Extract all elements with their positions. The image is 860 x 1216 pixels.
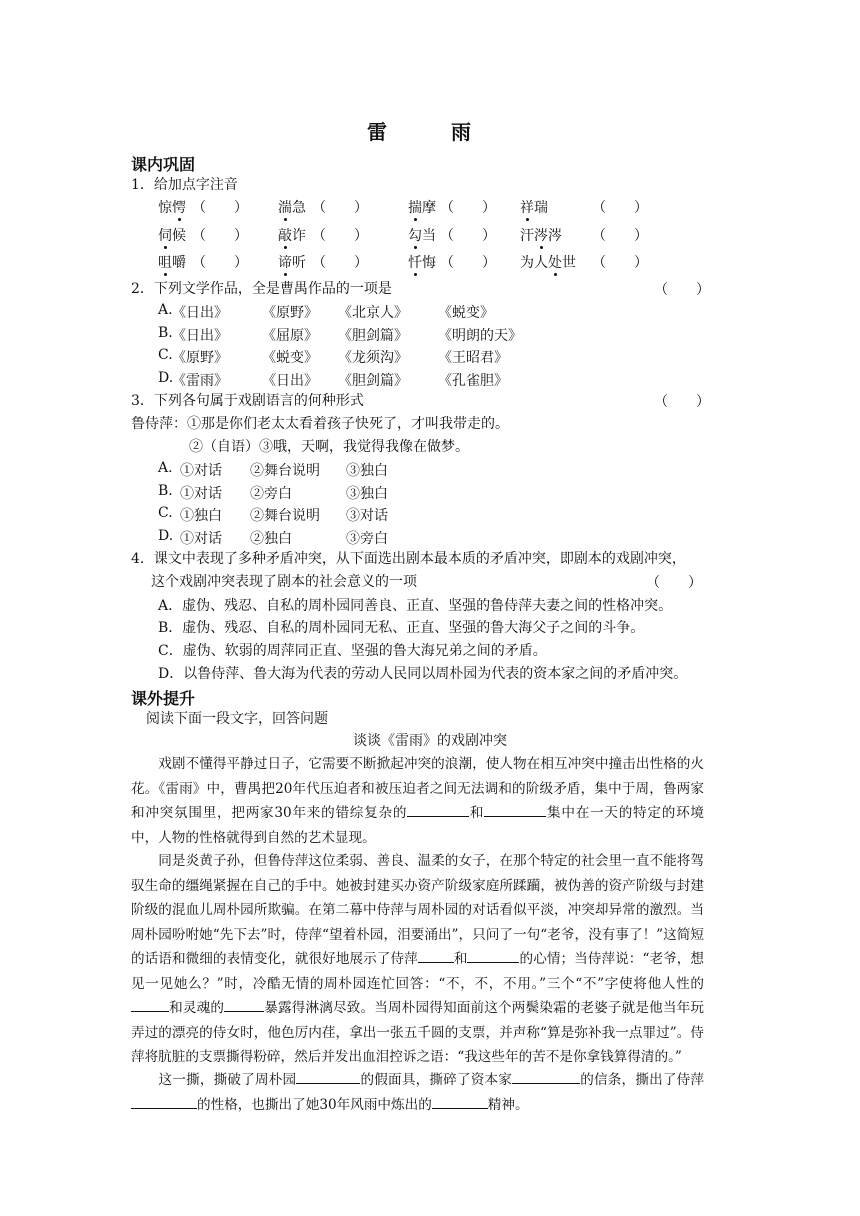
- dotted-char: 伺: [158, 228, 172, 244]
- section-heading-outer: 课外提升: [131, 689, 196, 708]
- pinyin-item: [408, 252, 436, 272]
- question-3-quote-line1: 鲁侍萍：①那是你们老太太看着孩子快死了，才叫我带走的。: [131, 416, 509, 432]
- option-letter: B.: [158, 325, 173, 341]
- dotted-char: 谛: [278, 255, 292, 271]
- option-letter: A.: [158, 460, 173, 476]
- article-title: 谈谈《雷雨》的戏剧冲突: [353, 733, 507, 749]
- pinyin-item: [520, 197, 548, 217]
- pinyin-item: [408, 197, 436, 217]
- pinyin-item: [278, 252, 306, 272]
- option-item: 《蜕变》: [438, 305, 494, 321]
- word-text: 候: [172, 228, 186, 244]
- question-4-option-c: C．虚伪、软弱的周萍同正直、坚强的鲁大海兄弟之间的矛盾。: [158, 643, 547, 659]
- dotted-char: 愕: [172, 200, 186, 216]
- article-paragraph-2: [131, 849, 704, 1070]
- answer-blank[interactable]: [224, 997, 264, 1012]
- article-p1-text-3: 集中在一天的特定的环境中，人物的性格就得到自然的艺术显现。: [131, 805, 705, 846]
- word-text: 嚼: [172, 255, 186, 271]
- option-item: ②旁白: [250, 486, 292, 502]
- option-letter: D.: [158, 528, 174, 544]
- answer-paren-q2: （ ）: [654, 282, 710, 298]
- word-text: 诈: [292, 228, 306, 244]
- option-item: ②舞台说明: [250, 463, 320, 479]
- article-p2-text-2: 和: [453, 951, 468, 967]
- option-item: ①对话: [180, 486, 222, 502]
- page-title: 雷 雨: [367, 120, 493, 144]
- pinyin-item: [520, 252, 576, 272]
- word-text: 瑞: [534, 200, 548, 216]
- question-4-stem-line2: 这个戏剧冲突表现了剧本的社会意义的一项: [151, 574, 417, 590]
- article-p1-text-1: 戏剧不懂得平静过日子，它需要不断掀起冲突的浪潮，使人物在相互冲突中撞击出性格的火花。《雷雨》中，曹禺把20年代压迫者和被压迫者之间无法调和的阶级矛盾，集中于周，鲁两家和冲突氛围里，把两家30年来的错综复杂的: [131, 756, 704, 821]
- option-letter: B.: [158, 483, 173, 499]
- option-item: ③旁白: [346, 531, 388, 547]
- article-p3-text-1: 这一撕，撕破了周朴园: [131, 1072, 297, 1088]
- dotted-char: 祥: [520, 200, 534, 216]
- pinyin-item: [158, 197, 186, 217]
- word-text: 惊: [158, 200, 172, 216]
- answer-blank[interactable]: [407, 802, 469, 817]
- word-text: 急: [292, 200, 306, 216]
- answer-paren[interactable]: （ ）: [312, 255, 368, 271]
- option-item: 《原野》: [172, 350, 228, 366]
- article-paragraph-1: [131, 752, 704, 850]
- article-p2-text-4: 和灵魂的: [169, 1000, 225, 1016]
- word-text: 摩: [422, 200, 436, 216]
- word-text: 涔: [548, 228, 562, 244]
- option-item: ①对话: [180, 531, 222, 547]
- option-item: 《日出》: [262, 373, 318, 389]
- option-item: ②独白: [250, 531, 292, 547]
- question-1-stem: 1．给加点字注音: [131, 177, 238, 193]
- option-letter: D.: [158, 370, 174, 386]
- question-3-stem: 3．下列各句属于戏剧语言的何种形式: [131, 393, 364, 409]
- article-p3-text-2: 的假面具，撕碎了资本家: [360, 1072, 513, 1088]
- answer-paren-q3: （ ）: [654, 394, 710, 410]
- question-3-quote-line2: ②（自语）③哦，天啊，我觉得我像在做梦。: [189, 439, 469, 455]
- option-item: 《日出》: [172, 328, 228, 344]
- word-text: 世: [562, 255, 576, 271]
- option-item: ③对话: [346, 508, 388, 524]
- dotted-char: 咀: [158, 255, 172, 271]
- pinyin-item: [278, 225, 306, 245]
- article-p3-text-5: 精神。: [487, 1096, 529, 1113]
- answer-paren[interactable]: （ ）: [592, 228, 648, 244]
- dotted-char: 勾: [408, 228, 422, 244]
- answer-blank[interactable]: [467, 948, 519, 963]
- option-item: 《胆剑篇》: [338, 328, 408, 344]
- option-item: 《胆剑篇》: [338, 373, 408, 389]
- article-p2-text-3: 的心情；当侍萍说：“老爷，想见一见她么？”时，冷酷无情的周朴园连忙回答：“不，不，不用。”三个“不”字使将他人性的: [131, 951, 705, 992]
- answer-paren[interactable]: （ ）: [312, 200, 368, 216]
- section-heading-inner: 课内巩固: [131, 155, 196, 174]
- answer-paren[interactable]: （ ）: [440, 255, 496, 271]
- word-text: 悔: [422, 255, 436, 271]
- option-item: ①对话: [180, 463, 222, 479]
- pinyin-item: [520, 225, 562, 245]
- option-item: ③独白: [346, 486, 388, 502]
- answer-paren[interactable]: （ ）: [192, 255, 248, 271]
- option-item: 《日出》: [172, 305, 228, 321]
- word-text: 汗: [520, 228, 534, 244]
- dotted-char: 涔: [534, 228, 548, 244]
- dotted-char: 处: [548, 255, 562, 271]
- article-p3-text-3: 的信条，撕出了侍萍: [580, 1072, 705, 1088]
- answer-paren[interactable]: （ ）: [440, 200, 496, 216]
- article-p3-text-4: 的性格，也撕出了她30年风雨中炼出的: [197, 1096, 432, 1113]
- answer-blank[interactable]: [418, 948, 454, 963]
- option-item: 《原野》: [262, 305, 318, 321]
- option-item: 《龙须沟》: [338, 350, 408, 366]
- question-4-option-b: B．虚伪、残忍、自私的周朴园同无私、正直、坚强的鲁大海父子之间的斗争。: [158, 620, 645, 636]
- option-item: ①独白: [180, 508, 222, 524]
- pinyin-item: [408, 225, 436, 245]
- answer-paren[interactable]: （ ）: [312, 228, 368, 244]
- article-paragraph-3: [131, 1068, 704, 1117]
- option-item: ③独白: [346, 463, 388, 479]
- dotted-char: 忏: [408, 255, 422, 271]
- word-text: 听: [292, 255, 306, 271]
- answer-blank[interactable]: [432, 1094, 488, 1109]
- option-item: 《屈原》: [262, 328, 318, 344]
- option-item: 《蜕变》: [262, 350, 318, 366]
- option-item: ②舞台说明: [250, 508, 320, 524]
- answer-blank[interactable]: [484, 802, 546, 817]
- answer-blank[interactable]: [131, 997, 169, 1012]
- option-item: 《孔雀胆》: [438, 373, 508, 389]
- dotted-char: 敲: [278, 228, 292, 244]
- answer-blank[interactable]: [296, 1069, 360, 1084]
- dotted-char: 湍: [278, 200, 292, 216]
- word-text: 当: [422, 228, 436, 244]
- answer-paren-q4: （ ）: [646, 575, 702, 591]
- answer-blank[interactable]: [131, 1094, 197, 1109]
- option-letter: C.: [158, 347, 173, 363]
- question-4-option-d: D．以鲁侍萍、鲁大海为代表的劳动人民同以周朴园为代表的资本家之间的矛盾冲突。: [158, 666, 688, 682]
- article-p2-text-1: 同是炎黄子孙，但鲁侍萍这位柔弱、善良、温柔的女子，在那个特定的社会里一直不能将驾驭生命的缰绳紧握在自己的手中。她被封建买办资产阶级家庭所蹂躏，被伪善的资产阶级与封建阶级的混血儿周朴园所欺骗。在第二幕中侍萍与周朴园的对话看似平淡，冲突却异常的激烈。当周朴园吩咐她“先下去”时，侍萍“望着朴园，泪要涌出”，只问了一句“老爷，没有事了！”这简短的话语和微细的表情变化，就很好地展示了侍萍: [131, 853, 704, 967]
- answer-paren[interactable]: （ ）: [592, 200, 648, 216]
- answer-paren[interactable]: （ ）: [592, 255, 648, 271]
- option-item: 《雷雨》: [172, 373, 228, 389]
- answer-paren[interactable]: （ ）: [192, 228, 248, 244]
- option-item: 《王昭君》: [438, 350, 508, 366]
- word-text: 为人: [520, 255, 548, 271]
- question-4-option-a: A．虚伪、残忍、自私的周朴园同善良、正直、坚强的鲁侍萍夫妻之间的性格冲突。: [158, 598, 673, 614]
- pinyin-item: [158, 252, 186, 272]
- option-letter: C.: [158, 505, 173, 521]
- answer-paren[interactable]: （ ）: [192, 200, 248, 216]
- option-letter: A.: [158, 302, 173, 318]
- question-4-stem-line1: 4．课文中表现了多种矛盾冲突，从下面选出剧本最本质的矛盾冲突，即剧本的戏剧冲突，: [131, 551, 686, 567]
- pinyin-item: [278, 197, 306, 217]
- dotted-char: 揣: [408, 200, 422, 216]
- pinyin-item: [158, 225, 186, 245]
- article-p1-text-2: 和: [469, 805, 485, 821]
- question-2-stem: 2．下列文学作品，全是曹禺作品的一项是: [131, 281, 392, 297]
- article-p2-text-5: 暴露得淋漓尽致。当周朴园得知面前这个两鬓染霜的老婆子就是他当年玩弄过的漂亮的侍女时，他色厉内荏，拿出一张五千圆的支票，并声称“算是弥补我一点罪过”。侍萍将肮脏的支票撕得粉碎，然后并发出血泪控诉之语：“我这些年的苦不是你拿钱算得清的。”: [131, 1000, 705, 1065]
- option-item: 《北京人》: [338, 305, 408, 321]
- reading-intro: 阅读下面一段文字，回答问题: [146, 711, 328, 727]
- option-item: 《明朗的天》: [438, 328, 522, 344]
- answer-blank[interactable]: [512, 1069, 580, 1084]
- answer-paren[interactable]: （ ）: [440, 228, 496, 244]
